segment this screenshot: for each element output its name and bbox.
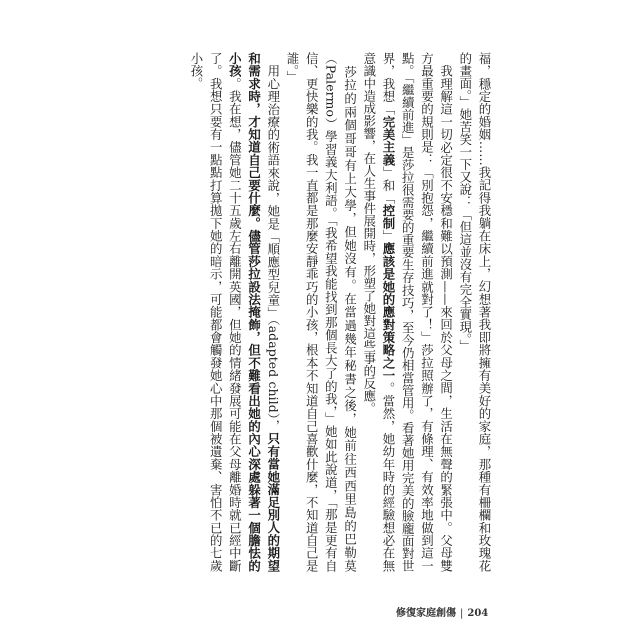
text-run: 」 xyxy=(380,229,396,243)
emphasis-text: 控制 xyxy=(380,204,396,230)
emphasis-text: 只有當她滿足別人的期望和需求時，才知道自己要什麼。儘管莎拉設法掩飾，但不難看出她的內心深處躲著一個膽怯的小孩 xyxy=(227,52,281,573)
paragraph xyxy=(360,52,456,572)
text-run: 莎拉的兩個哥哥有上大學，但她沒有。在當過幾年秘書之後，她前往西西里島的巴勒莫（Palermo）學習義大利語。「我希望我能找到那個長大了的我，」她如此說道，「那是更有自信、更快樂的我。我一直都是那麼安靜乖巧的小孩，根本不知道自己喜歡什麼，不知道自己是誰。」 xyxy=(284,52,358,572)
body-text xyxy=(187,52,494,572)
paragraph xyxy=(456,52,494,572)
text-run: 」和「 xyxy=(380,166,396,205)
text-run: 。當然，她幼年時的經驗想必在無意識中造成影響，在人生事件展開時，形塑了她對這些事的反應。 xyxy=(361,52,396,572)
page-number: 204 xyxy=(467,608,489,619)
text-run: 用心理治療的術語來說，她是「順應型兒童」（adapted child）， xyxy=(265,52,281,433)
text-run: 我理解這一切必定很不安穩和難以預測——來回於父母之間，生活在無聲的緊張中。父母雙方最重要的規則是：「別抱怨，繼續前進就對了！」莎拉照辦了，有條理、有效率地做到這一點。「繼續前進」是莎拉很需要的重要生存技巧，至今仍相當管用。看著她用完美的臉龐面對世界，我想「 xyxy=(380,52,454,572)
paragraph xyxy=(283,52,360,572)
emphasis-text: 應該是她的應對策略之一 xyxy=(380,242,396,382)
text-run: 福，穩定的婚姻……我記得我躺在床上，幻想著我即將擁有美好的家庭，那種有柵欄和玫瑰花的畫面。」她苦笑一下又說：「但這並沒有完全實現。」 xyxy=(457,52,492,572)
page-footer xyxy=(396,604,488,619)
paragraph xyxy=(187,52,283,572)
footer-separator: | xyxy=(460,608,464,619)
text-run: 。我在想，儘管她二十五歲左右離開英國，但她的情緒發展可能在父母離婚時就已經中斷了。我想只要有一點點打算拋下她的暗示，可能都會觸發她心中那個被遺棄、害怕不已的七歲小孩。 xyxy=(188,52,243,572)
emphasis-text: 完美主義 xyxy=(380,115,396,167)
running-title: 修復家庭創傷 xyxy=(396,608,456,619)
